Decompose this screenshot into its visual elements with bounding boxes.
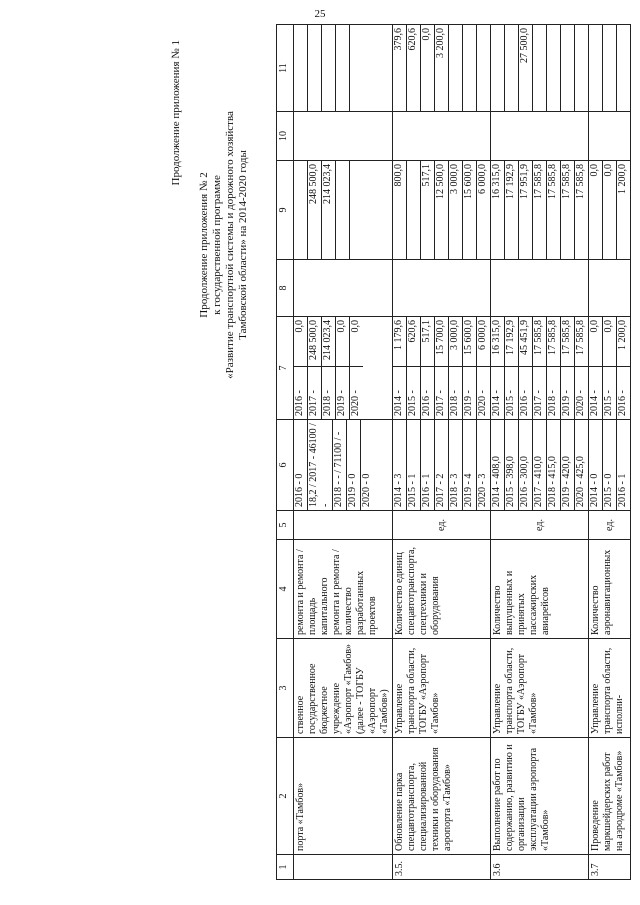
total-funding-value: 17 585,8: [533, 317, 547, 367]
other-funding-value: [463, 25, 477, 111]
total-funding-year: 2019 -: [561, 367, 575, 420]
other-funding-value: [547, 25, 561, 111]
item-number: 3.5.: [393, 855, 491, 880]
regional-funding-value: [350, 161, 364, 259]
other-funding-value: [561, 25, 575, 111]
indicator-target-value: 2020 - 425,0: [575, 456, 586, 507]
column-number: 11: [277, 25, 294, 112]
item-executor: Управление транспорта области, ТОГБУ «Аэропорт «Тамбов»: [491, 639, 589, 738]
total-funding-value: 1 200,0: [617, 320, 628, 350]
total-funding-value: 16 315,0: [491, 317, 505, 367]
regional-funding-value: 16 315,0: [491, 161, 505, 259]
regional-funding-value: 1 200,0: [617, 164, 628, 194]
total-funding-value: 6 000,0: [477, 320, 488, 350]
total-funding-value: 517,1: [421, 317, 435, 367]
federal-funding: [393, 260, 491, 317]
regional-funding-value: 17 585,8: [561, 161, 575, 259]
other-funding-value: [449, 25, 463, 111]
item-number: 3.6: [491, 855, 589, 880]
total-funding-value: 17 585,8: [547, 317, 561, 367]
regional-funding-value: [407, 161, 421, 259]
column-number: 7: [277, 317, 294, 420]
other-funding-value: [294, 25, 308, 111]
indicator-target-value: 2017 - 2: [435, 420, 449, 510]
program-header-line: к государственной программе: [211, 175, 223, 315]
regional-funding-cell: [491, 161, 589, 260]
indicator-target-value: 2014 - 3: [393, 420, 407, 510]
indicator-target-cell: [294, 420, 393, 511]
total-funding-year: 2015 -: [505, 367, 519, 420]
regional-funding-value: 15 600,0: [463, 161, 477, 259]
item-unit: ед.: [589, 511, 631, 540]
item-unit: [294, 511, 393, 540]
other-funding-cell: [589, 25, 631, 112]
total-funding-year: 2016 -: [421, 367, 435, 420]
item-executor: ственное государственное бюджетное учреждение «Аэропорт «Тамбов» (далее - ТОГБУ «Аэропорт «Тамбов»): [294, 639, 393, 738]
program-header-line: Тамбовской области» на 2014-2020 годы: [237, 150, 249, 340]
total-funding-value: 0,0: [603, 317, 617, 367]
other-funding-value: [589, 25, 603, 111]
table-body: [294, 25, 631, 880]
total-funding-year: 2019 -: [463, 367, 477, 420]
program-header-line: Продолжение приложения № 2: [198, 172, 210, 318]
total-funding-year: 2020 -: [575, 367, 589, 420]
total-funding-year: 2016 -: [617, 367, 631, 420]
regional-funding-value: 17 192,9: [505, 161, 519, 259]
regional-funding-value: 248 500,0: [308, 161, 322, 259]
program-header: [198, 30, 250, 460]
indicator-target-value: 2016 - 1: [617, 473, 628, 507]
other-funding-value: 0,0: [421, 25, 435, 111]
indicator-target-value: 2015 - 398,0: [505, 420, 519, 510]
total-funding-year: 2020 -: [350, 367, 364, 420]
local-funding: [294, 112, 393, 161]
indicator-target-value: 2020 - 3: [477, 473, 488, 507]
item-indicator: ремонта и ремонта / площадь капитального ремонта и ремонта / количество разработанных проектов: [294, 540, 393, 639]
regional-funding-value: 517,1: [421, 161, 435, 259]
total-funding-year: 2016 -: [294, 367, 308, 420]
indicator-target-cell: [491, 420, 589, 511]
rotated-page: [160, 20, 640, 880]
indicator-target-cell: [589, 420, 631, 511]
other-funding-value: [533, 25, 547, 111]
indicator-target-value: 2020 - 0: [361, 473, 372, 507]
total-funding-year: 2014 -: [491, 367, 505, 420]
other-funding-cell: [393, 25, 491, 112]
other-funding-value: 620,6: [407, 25, 421, 111]
total-funding-year: 2017 -: [435, 367, 449, 420]
indicator-target-value: 2018 - 415,0: [547, 420, 561, 510]
item-name: Проведение маркшейдерских работ на аэродроме «Тамбов»: [589, 738, 631, 855]
total-funding-value: 0,0: [350, 320, 361, 333]
column-number: 5: [277, 511, 294, 540]
regional-funding-value: 214 023,4: [322, 161, 336, 259]
local-funding: [393, 112, 491, 161]
other-funding-cell: [294, 25, 393, 112]
column-number: 4: [277, 540, 294, 639]
table-row: [491, 25, 589, 880]
regional-funding-value: [294, 161, 308, 259]
item-unit: ед.: [393, 511, 491, 540]
total-funding-value: 248 500,0: [308, 317, 322, 367]
other-funding-value: [322, 25, 336, 111]
federal-funding: [294, 260, 393, 317]
total-funding-year: 2020 -: [477, 367, 491, 420]
total-funding-value: 17 585,8: [561, 317, 575, 367]
total-funding-year: 2017 -: [533, 367, 547, 420]
indicator-target-value: 2018 - - / 71100 / -: [333, 420, 347, 510]
column-number: 2: [277, 738, 294, 855]
indicator-target-value: 2019 - 420,0: [561, 420, 575, 510]
total-funding-year: 2018 -: [449, 367, 463, 420]
total-funding-value: 15 700,0: [435, 317, 449, 367]
total-funding-year: 2015 -: [407, 367, 421, 420]
regional-funding-cell: [589, 161, 631, 260]
indicator-target-value: 2017 - 410,0: [533, 420, 547, 510]
regional-funding-value: [336, 161, 350, 259]
federal-funding: [491, 260, 589, 317]
other-funding-cell: [491, 25, 589, 112]
indicator-target-cell: [393, 420, 491, 511]
other-funding-value: [308, 25, 322, 111]
regional-funding-value: 3 000,0: [449, 161, 463, 259]
indicator-target-value: 2016 - 0: [294, 420, 308, 510]
program-table: [276, 24, 631, 880]
other-funding-value: 27 500,0: [519, 25, 533, 111]
program-header-line: «Развитие транспортной системы и дорожного хозяйства: [224, 111, 236, 379]
indicator-target-value: 18,2 / 2017 - 46100 / -: [308, 420, 333, 510]
indicator-target-value: 2014 - 0: [589, 420, 603, 510]
total-funding-year: 2014 -: [589, 367, 603, 420]
item-unit: ед.: [491, 511, 589, 540]
item-executor: Управление транспорта области, ТОГБУ «Аэропорт «Тамбов»: [393, 639, 491, 738]
regional-funding-value: 17 585,8: [547, 161, 561, 259]
total-funding-cell: [294, 317, 393, 420]
indicator-target-value: 2015 - 0: [603, 420, 617, 510]
item-name: порта «Тамбов»: [294, 738, 393, 855]
regional-funding-value: 17 585,8: [575, 164, 586, 199]
total-funding-value: 1 179,6: [393, 317, 407, 367]
total-funding-year: 2017 -: [308, 367, 322, 420]
regional-funding-value: 17 951,9: [519, 161, 533, 259]
total-funding-value: 45 451,9: [519, 317, 533, 367]
other-funding-value: [491, 25, 505, 111]
other-funding-value: [603, 25, 617, 111]
column-number: 10: [277, 112, 294, 161]
total-funding-year: 2016 -: [519, 367, 533, 420]
page-number: 25: [314, 8, 326, 20]
item-name: Обновление парка спецавтотранспорта, специализированной техники и оборудования аэропорта «Тамбов»: [393, 738, 491, 855]
item-number: [294, 855, 393, 880]
column-number-row: [277, 25, 294, 880]
local-funding: [589, 112, 631, 161]
indicator-target-value: 2016 - 300,0: [519, 420, 533, 510]
regional-funding-value: 6 000,0: [477, 164, 488, 194]
other-funding-value: [505, 25, 519, 111]
appendix-continuation: Продолжение приложения № 1: [170, 40, 182, 186]
other-funding-value: [575, 25, 589, 111]
indicator-target-value: 2018 - 3: [449, 420, 463, 510]
total-funding-year: 2019 -: [336, 367, 350, 420]
total-funding-year: 2018 -: [322, 367, 336, 420]
item-number: 3.7: [589, 855, 631, 880]
other-funding-value: [336, 25, 350, 111]
column-number: 6: [277, 420, 294, 511]
total-funding-value: 214 023,4: [322, 317, 336, 367]
indicator-target-value: 2019 - 4: [463, 420, 477, 510]
indicator-target-value: 2015 - 1: [407, 420, 421, 510]
indicator-target-value: 2014 - 408,0: [491, 420, 505, 510]
total-funding-value: 3 000,0: [449, 317, 463, 367]
item-indicator: Количество выпущенных и принятых пассажирских авиарейсов: [491, 540, 589, 639]
item-indicator: Количество аэронавигационных: [589, 540, 631, 639]
total-funding-value: 0,0: [294, 317, 308, 367]
other-funding-value: [477, 25, 491, 111]
item-name: Выполнение работ по содержанию, развитию и организации эксплуатации аэропорта «Тамбов»: [491, 738, 589, 855]
other-funding-value: [350, 25, 364, 111]
total-funding-cell: [589, 317, 631, 420]
total-funding-value: 620,6: [407, 317, 421, 367]
regional-funding-value: 17 585,8: [533, 161, 547, 259]
federal-funding: [589, 260, 631, 317]
total-funding-cell: [491, 317, 589, 420]
other-funding-value: 379,6: [393, 25, 407, 111]
total-funding-value: 0,0: [336, 317, 350, 367]
table-row: [589, 25, 631, 880]
item-executor: Управление транспорта области, исполни-: [589, 639, 631, 738]
column-number: 1: [277, 855, 294, 880]
table-row: [294, 25, 393, 880]
total-funding-value: 15 600,0: [463, 317, 477, 367]
indicator-target-value: 2016 - 1: [421, 420, 435, 510]
column-number: 9: [277, 161, 294, 260]
total-funding-value: 17 192,9: [505, 317, 519, 367]
column-number: 3: [277, 639, 294, 738]
other-funding-value: 3 200,0: [435, 25, 449, 111]
total-funding-value: 17 585,8: [575, 320, 586, 355]
regional-funding-value: 0,0: [589, 161, 603, 259]
indicator-target-value: 2019 - 0: [347, 420, 361, 510]
local-funding: [491, 112, 589, 161]
item-indicator: Количество единиц спецавтотранспорта, спецтехники и оборудования: [393, 540, 491, 639]
total-funding-year: 2018 -: [547, 367, 561, 420]
total-funding-value: 0,0: [589, 317, 603, 367]
other-funding-value: [617, 25, 631, 111]
total-funding-year: 2015 -: [603, 367, 617, 420]
regional-funding-cell: [294, 161, 393, 260]
total-funding-year: 2014 -: [393, 367, 407, 420]
regional-funding-value: 0,0: [603, 161, 617, 259]
total-funding-cell: [393, 317, 491, 420]
table-row: [393, 25, 491, 880]
regional-funding-value: 12 500,0: [435, 161, 449, 259]
regional-funding-cell: [393, 161, 491, 260]
regional-funding-value: 800,0: [393, 161, 407, 259]
column-number: 8: [277, 260, 294, 317]
